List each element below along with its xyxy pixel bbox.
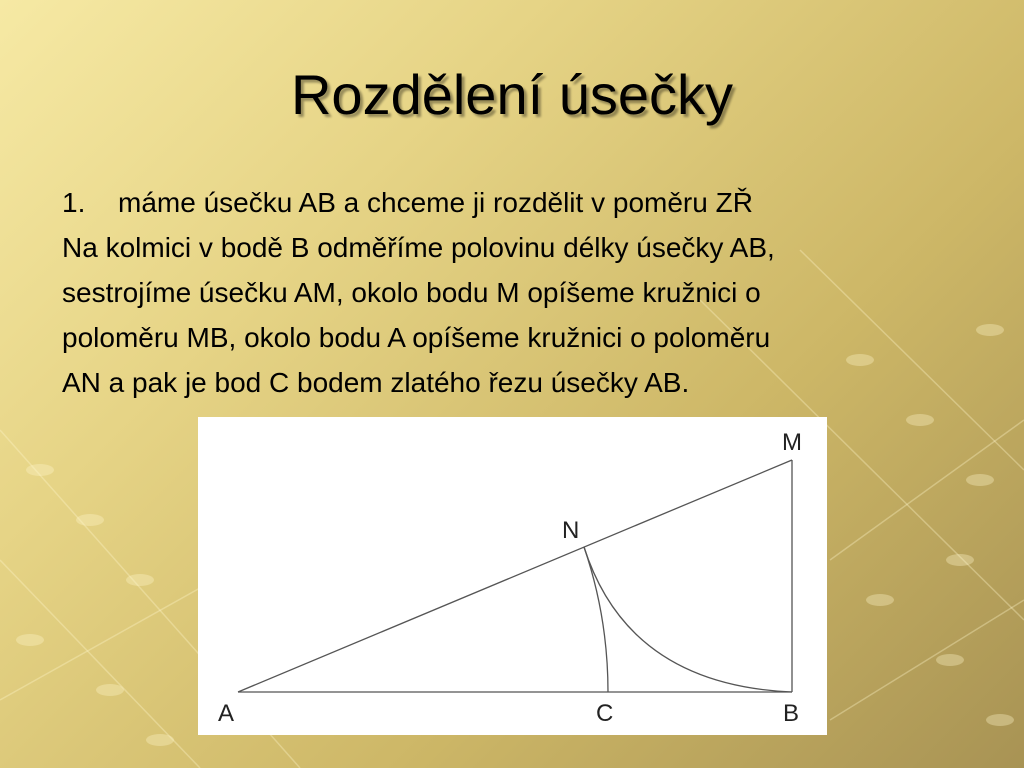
construction-diagram [198, 417, 827, 735]
label-n: N [562, 517, 580, 544]
segment-am [238, 460, 792, 692]
step-text: máme úsečku AB a chceme ji rozdělit v poměru ZŘ [118, 187, 753, 218]
arc-a-radius-an [584, 547, 608, 692]
step-number: 1. [62, 187, 86, 218]
label-b: B [783, 700, 800, 727]
body-line-3: poloměru MB, okolo bodu A opíšeme kružnici o poloměru [62, 322, 771, 353]
body-line-1: Na kolmici v bodě B odměříme polovinu délky úsečky AB, [62, 232, 775, 263]
label-m: M [782, 429, 802, 456]
slide-title: Rozdělení úsečky [290, 63, 733, 126]
body-line-4: AN a pak je bod C bodem zlatého řezu úsečky AB. [62, 367, 690, 398]
body-line-2: sestrojíme úsečku AM, okolo bodu M opíšeme kružnici o [62, 277, 761, 308]
label-a: A [218, 700, 235, 727]
label-c: C [596, 700, 614, 727]
slide-body [62, 180, 962, 405]
arc-m-radius-mb [584, 547, 792, 692]
golden-ratio-figure [198, 417, 827, 735]
step-item [62, 180, 962, 225]
